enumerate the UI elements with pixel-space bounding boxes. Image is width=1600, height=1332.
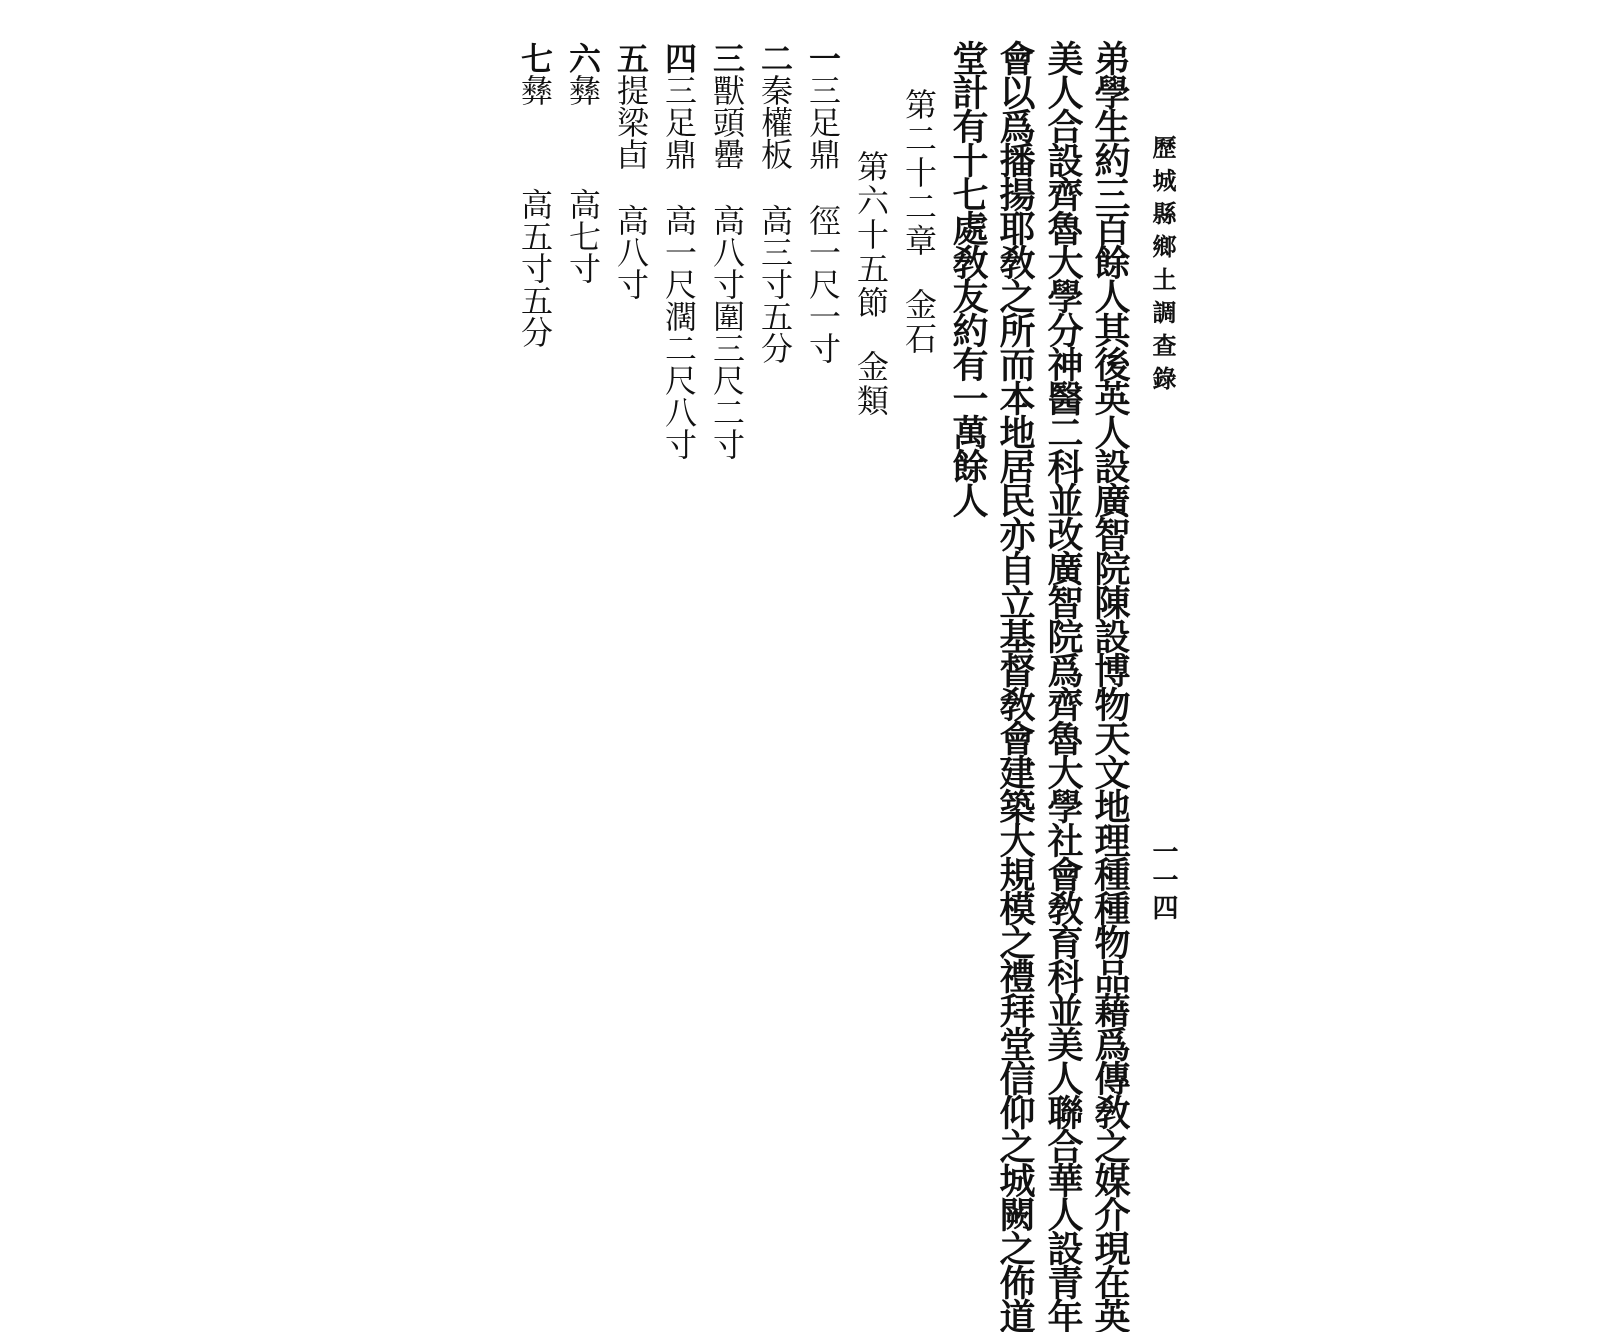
item-name: 提梁卣 xyxy=(612,74,650,170)
item-name: 彝 xyxy=(516,74,554,106)
body-line-3: 會以爲播揚耶敎之所而本地居民亦自立基督敎會建築大規模之禮拜堂信仰之城闕之佈道 xyxy=(994,40,1036,1332)
item-number: 二 xyxy=(756,42,794,74)
section-heading xyxy=(852,150,890,418)
chapter-heading xyxy=(900,88,938,356)
item-name: 秦權板 xyxy=(756,74,794,170)
item-measure: 高三寸五分 xyxy=(756,204,794,364)
item-name: 三足鼎 xyxy=(804,74,842,170)
item-measure: 高七寸 xyxy=(564,188,602,284)
body-line-4: 堂計有十七處敎友約有一萬餘人 xyxy=(947,40,989,516)
item-number: 三 xyxy=(708,42,746,74)
item-measure: 高八寸 xyxy=(612,204,650,300)
item-number: 七 xyxy=(516,42,554,74)
list-item xyxy=(564,42,602,284)
item-name: 三足鼎 xyxy=(660,74,698,170)
item-measure: 徑一尺一寸 xyxy=(804,204,842,364)
item-number: 一 xyxy=(804,42,842,74)
item-measure: 高八寸圍三尺二寸 xyxy=(708,204,746,460)
item-name: 彝 xyxy=(564,74,602,106)
list-item xyxy=(708,42,746,460)
item-number: 五 xyxy=(612,42,650,74)
list-item xyxy=(756,42,794,364)
list-item xyxy=(660,42,698,460)
page-number: 一一四 xyxy=(1148,838,1178,922)
item-name: 獸頭罍 xyxy=(708,74,746,170)
list-item xyxy=(612,42,650,300)
running-header: 歷城縣鄉土調查錄 xyxy=(1148,135,1177,399)
list-item xyxy=(804,42,842,364)
section-number: 第六十五節 xyxy=(852,150,890,320)
body-line-1: 弟學生約三百餘人其後英人設廣智院陳設博物天文地理種種物品藉爲傳敎之媒介現在英 xyxy=(1089,40,1131,1332)
section-title: 金類 xyxy=(852,350,890,418)
body-line-2: 美人合設齊魯大學分神醫二科並改廣智院爲齊魯大學社會敎育科並美人聯合華人設青年 xyxy=(1042,40,1084,1332)
item-measure: 高一尺濶二尺八寸 xyxy=(660,204,698,460)
item-measure: 高五寸五分 xyxy=(516,188,554,348)
item-number: 六 xyxy=(564,42,602,74)
chapter-title: 金石 xyxy=(900,288,938,356)
chapter-number: 第二十二章 xyxy=(900,88,938,258)
item-number: 四 xyxy=(660,42,698,74)
list-item xyxy=(516,42,554,348)
